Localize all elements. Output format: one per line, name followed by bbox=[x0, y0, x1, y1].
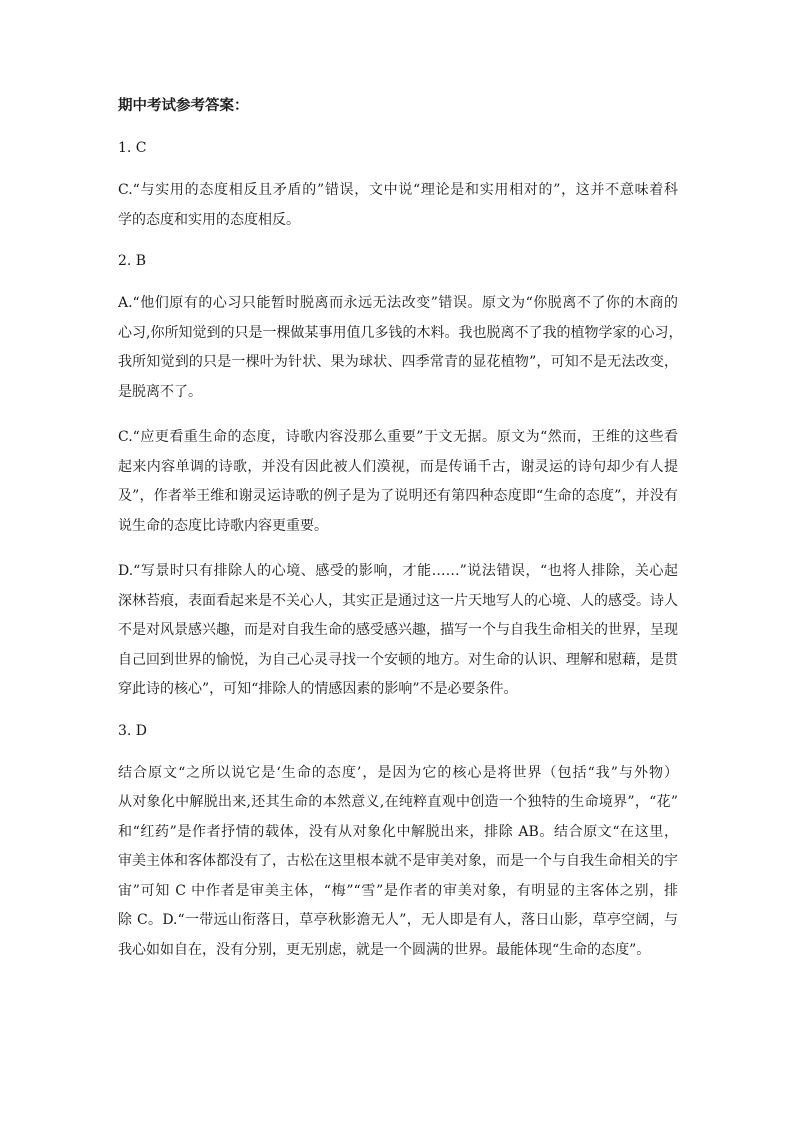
question-1-explanation-c bbox=[118, 176, 678, 235]
text-line: 从对象化中解脱出来,还其生命的本然意义,在纯粹直观中创造一个独特的生命境界”，“花” bbox=[118, 794, 678, 810]
text-line: 说生命的态度比诗歌内容更重要。 bbox=[118, 517, 328, 534]
answer-document bbox=[118, 96, 683, 981]
text-line: 及”，作者举王维和谢灵运诗歌的例子是为了说明还有第四种态度即“生命的态度”，并没有 bbox=[118, 488, 678, 504]
text-line: 和“红药”是作者抒情的载体，没有从对象化中解脱出来，排除 AB。结合原文“在这里， bbox=[118, 823, 678, 840]
question-3-explanation bbox=[118, 759, 678, 966]
document-title: 期中考试参考答案： bbox=[118, 97, 249, 114]
text-line: D.“写景时只有排除人的心境、感受的影响，才能……”说法错误，“也将人排除，关心起 bbox=[118, 563, 678, 579]
text-line: 起来内容单调的诗歌，并没有因此被人们漠视，而是传诵千古，谢灵运的诗句却少有人提 bbox=[118, 458, 678, 475]
text-line: 审美主体和客体都没有了，古松在这里根本就不是审美对象，而是一个与自我生命相关的宇 bbox=[118, 853, 678, 869]
text-line: 除 C。D.“一带远山衔落日，草亭秋影澹无人”，无人即是有人，落日山影，草亭空阔，与 bbox=[118, 912, 678, 928]
text-line: 自己回到世界的愉悦，为自己心灵寻找一个安顿的地方。对生命的认识、理解和慰藉，是贯 bbox=[118, 651, 678, 668]
text-line: 我心如如自在，没有分别，更无别虑，就是一个圆满的世界。最能体现“生命的态度”。 bbox=[118, 941, 651, 958]
text-line: 穿此诗的核心”，可知“排除人的情感因素的影响”不是必要条件。 bbox=[118, 681, 518, 697]
question-2-explanation-d bbox=[118, 557, 678, 705]
question-2-explanation-a bbox=[118, 289, 683, 407]
question-2-explanation-c bbox=[118, 423, 678, 541]
text-line: A.“他们原有的心习只能暂时脱离而永远无法改变”错误。原文为“你脱离不了你的木商的 bbox=[118, 295, 678, 311]
question-3-answer: 3. D bbox=[118, 722, 148, 739]
text-line: 不是对风景感兴趣，而是对自我生命的感受感兴趣，描写一个与自我生命相关的世界，呈现 bbox=[118, 622, 678, 638]
text-line: 是脱离不了。 bbox=[118, 383, 202, 400]
question-2-answer: 2. B bbox=[118, 253, 147, 269]
text-line: 我所知觉到的只是一棵叶为针状、果为球状、四季常青的显花植物”，可知不是无法改变， bbox=[118, 354, 678, 370]
text-line: 心习,你所知觉到的只是一棵做某事用值几多钱的木料。我也脱离不了我的植物学家的心习， bbox=[118, 324, 683, 341]
text-line: 深林苔痕，表面看起来是不关心人，其实正是通过这一片天地写人的心境、人的感受。诗人 bbox=[118, 592, 678, 609]
text-line: 结合原文“之所以说它是‘生命的态度’，是因为它的核心是将世界（包括“我”与外物） bbox=[118, 764, 678, 781]
text-line: 宙”可知 C 中作者是审美主体，“梅”“雪”是作者的审美对象，有明显的主客体之别，排 bbox=[118, 882, 678, 899]
text-line: 学的态度和实用的态度相反。 bbox=[118, 211, 300, 228]
text-line: C.“与实用的态度相反且矛盾的”错误，文中说“理论是和实用相对的”，这并不意味着科 bbox=[118, 182, 678, 198]
question-1-answer: 1. C bbox=[118, 140, 147, 156]
text-line: C.“应更看重生命的态度，诗歌内容没那么重要”于文无据。原文为“然而，王维的这些看 bbox=[118, 429, 678, 445]
